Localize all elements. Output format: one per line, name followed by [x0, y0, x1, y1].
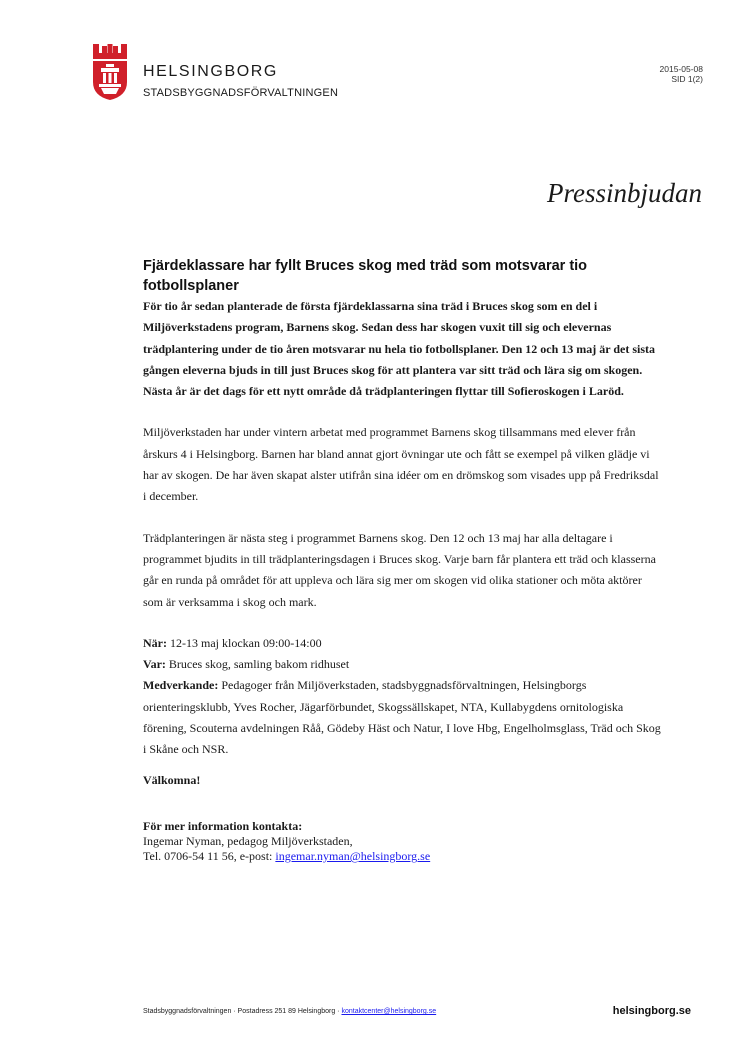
- contact-email-link[interactable]: ingemar.nyman@helsingborg.se: [275, 849, 431, 864]
- contact-phone: Tel. 0706-54 11 56, e-post:: [143, 849, 276, 864]
- headline: Fjärdeklassare har fyllt Bruces skog med träd som motsvarar tio fotbollsplaner: [143, 258, 588, 294]
- footer-address-text: Stadsbyggnadsförvaltningen · Postadress 251 89 Helsingborg ·: [143, 1008, 342, 1015]
- footer-address: [143, 1008, 436, 1015]
- document-date: 2015-05-08: [659, 64, 703, 74]
- footer-email-link[interactable]: kontaktcenter@helsingborg.se: [341, 1008, 437, 1015]
- where-label: Var:: [143, 657, 166, 672]
- org-name: HELSINGBORG: [143, 63, 278, 80]
- event-info: [143, 633, 663, 761]
- body-paragraph-2: Trädplanteringen är nästa steg i programmet Barnens skog. Den 12 och 13 maj har alla deltagare i programmet bjudits in till trädplanteringsdagen i Bruces skog. Varje barn får plantera ett träd och klasserna går en runda på området för att uppleva och lära sig mer om skogen vid olika stationer och möta aktörer som är verksamma i skog och mark.: [143, 530, 656, 609]
- when-value: 12-13 maj klockan 09:00-14:00: [167, 635, 322, 650]
- lead-paragraph: För tio år sedan planterade de första fjärdeklassarna sina träd i Bruces skog som en del i Miljöverkstadens program, Barnens skog. Sedan dess har skogen vuxit till sig och elevernas trädplantering under de tio åren motsvarar nu hela tio fotbollsplaner. Den 12 och 13 maj är det sista gången eleverna bjuds in till just Bruces skog för att plantera var sitt träd och lära sig om skogen. Nästa år är det dags för ett nytt område då trädplanteringen flyttar till Sofieroskogen i Laröd.: [143, 299, 656, 399]
- event-when: [143, 633, 663, 654]
- page-number: SID 1(2): [671, 74, 703, 84]
- contact-block: [143, 819, 663, 865]
- when-label: När:: [143, 635, 167, 650]
- contact-line: [143, 849, 663, 864]
- participants-value: Pedagoger från Miljöverkstaden, stadsbyggnadsförvaltningen, Helsingborgs orienteringsklubb, Yves Rocher, Jägarförbundet, Skogssällskapet, NTA, Kullabygdens ornitologiska förening, Scouterna avdelningen Råå, Gödeby Häst och Natur, I love Hbg, Engelholmsglass, Träd och Skog i Skåne och NSR.: [143, 678, 661, 757]
- where-value: Bruces skog, samling bakom ridhuset: [165, 657, 350, 672]
- event-where: [143, 654, 663, 675]
- contact-name: Ingemar Nyman, pedagog Miljöverkstaden,: [143, 833, 353, 848]
- footer-site-name: helsingborg.se: [612, 1005, 691, 1017]
- body-paragraph-1: Miljöverkstaden har under vintern arbetat med programmet Barnens skog tillsammans med elever från årskurs 4 i Helsingborg. Barnen har bland annat gjort övningar ute och fått se exempel på vilken glädje vi har av skogen. De har även skapat alster utifrån sina idéer om en drömskog som visades upp på Fredriksdal i december.: [143, 425, 659, 504]
- department-name: STADSBYGGNADSFÖRVALTNINGEN: [143, 87, 339, 99]
- helsingborg-crest-icon: [92, 44, 128, 100]
- event-participants: [143, 675, 663, 760]
- welcome-text: Välkomna!: [143, 772, 201, 787]
- participants-label: Medverkande:: [143, 678, 219, 693]
- document-type-title: Pressinbjudan: [547, 178, 702, 208]
- document-body: [143, 256, 663, 865]
- document-meta: [660, 64, 703, 84]
- contact-heading: För mer information kontakta:: [143, 818, 303, 833]
